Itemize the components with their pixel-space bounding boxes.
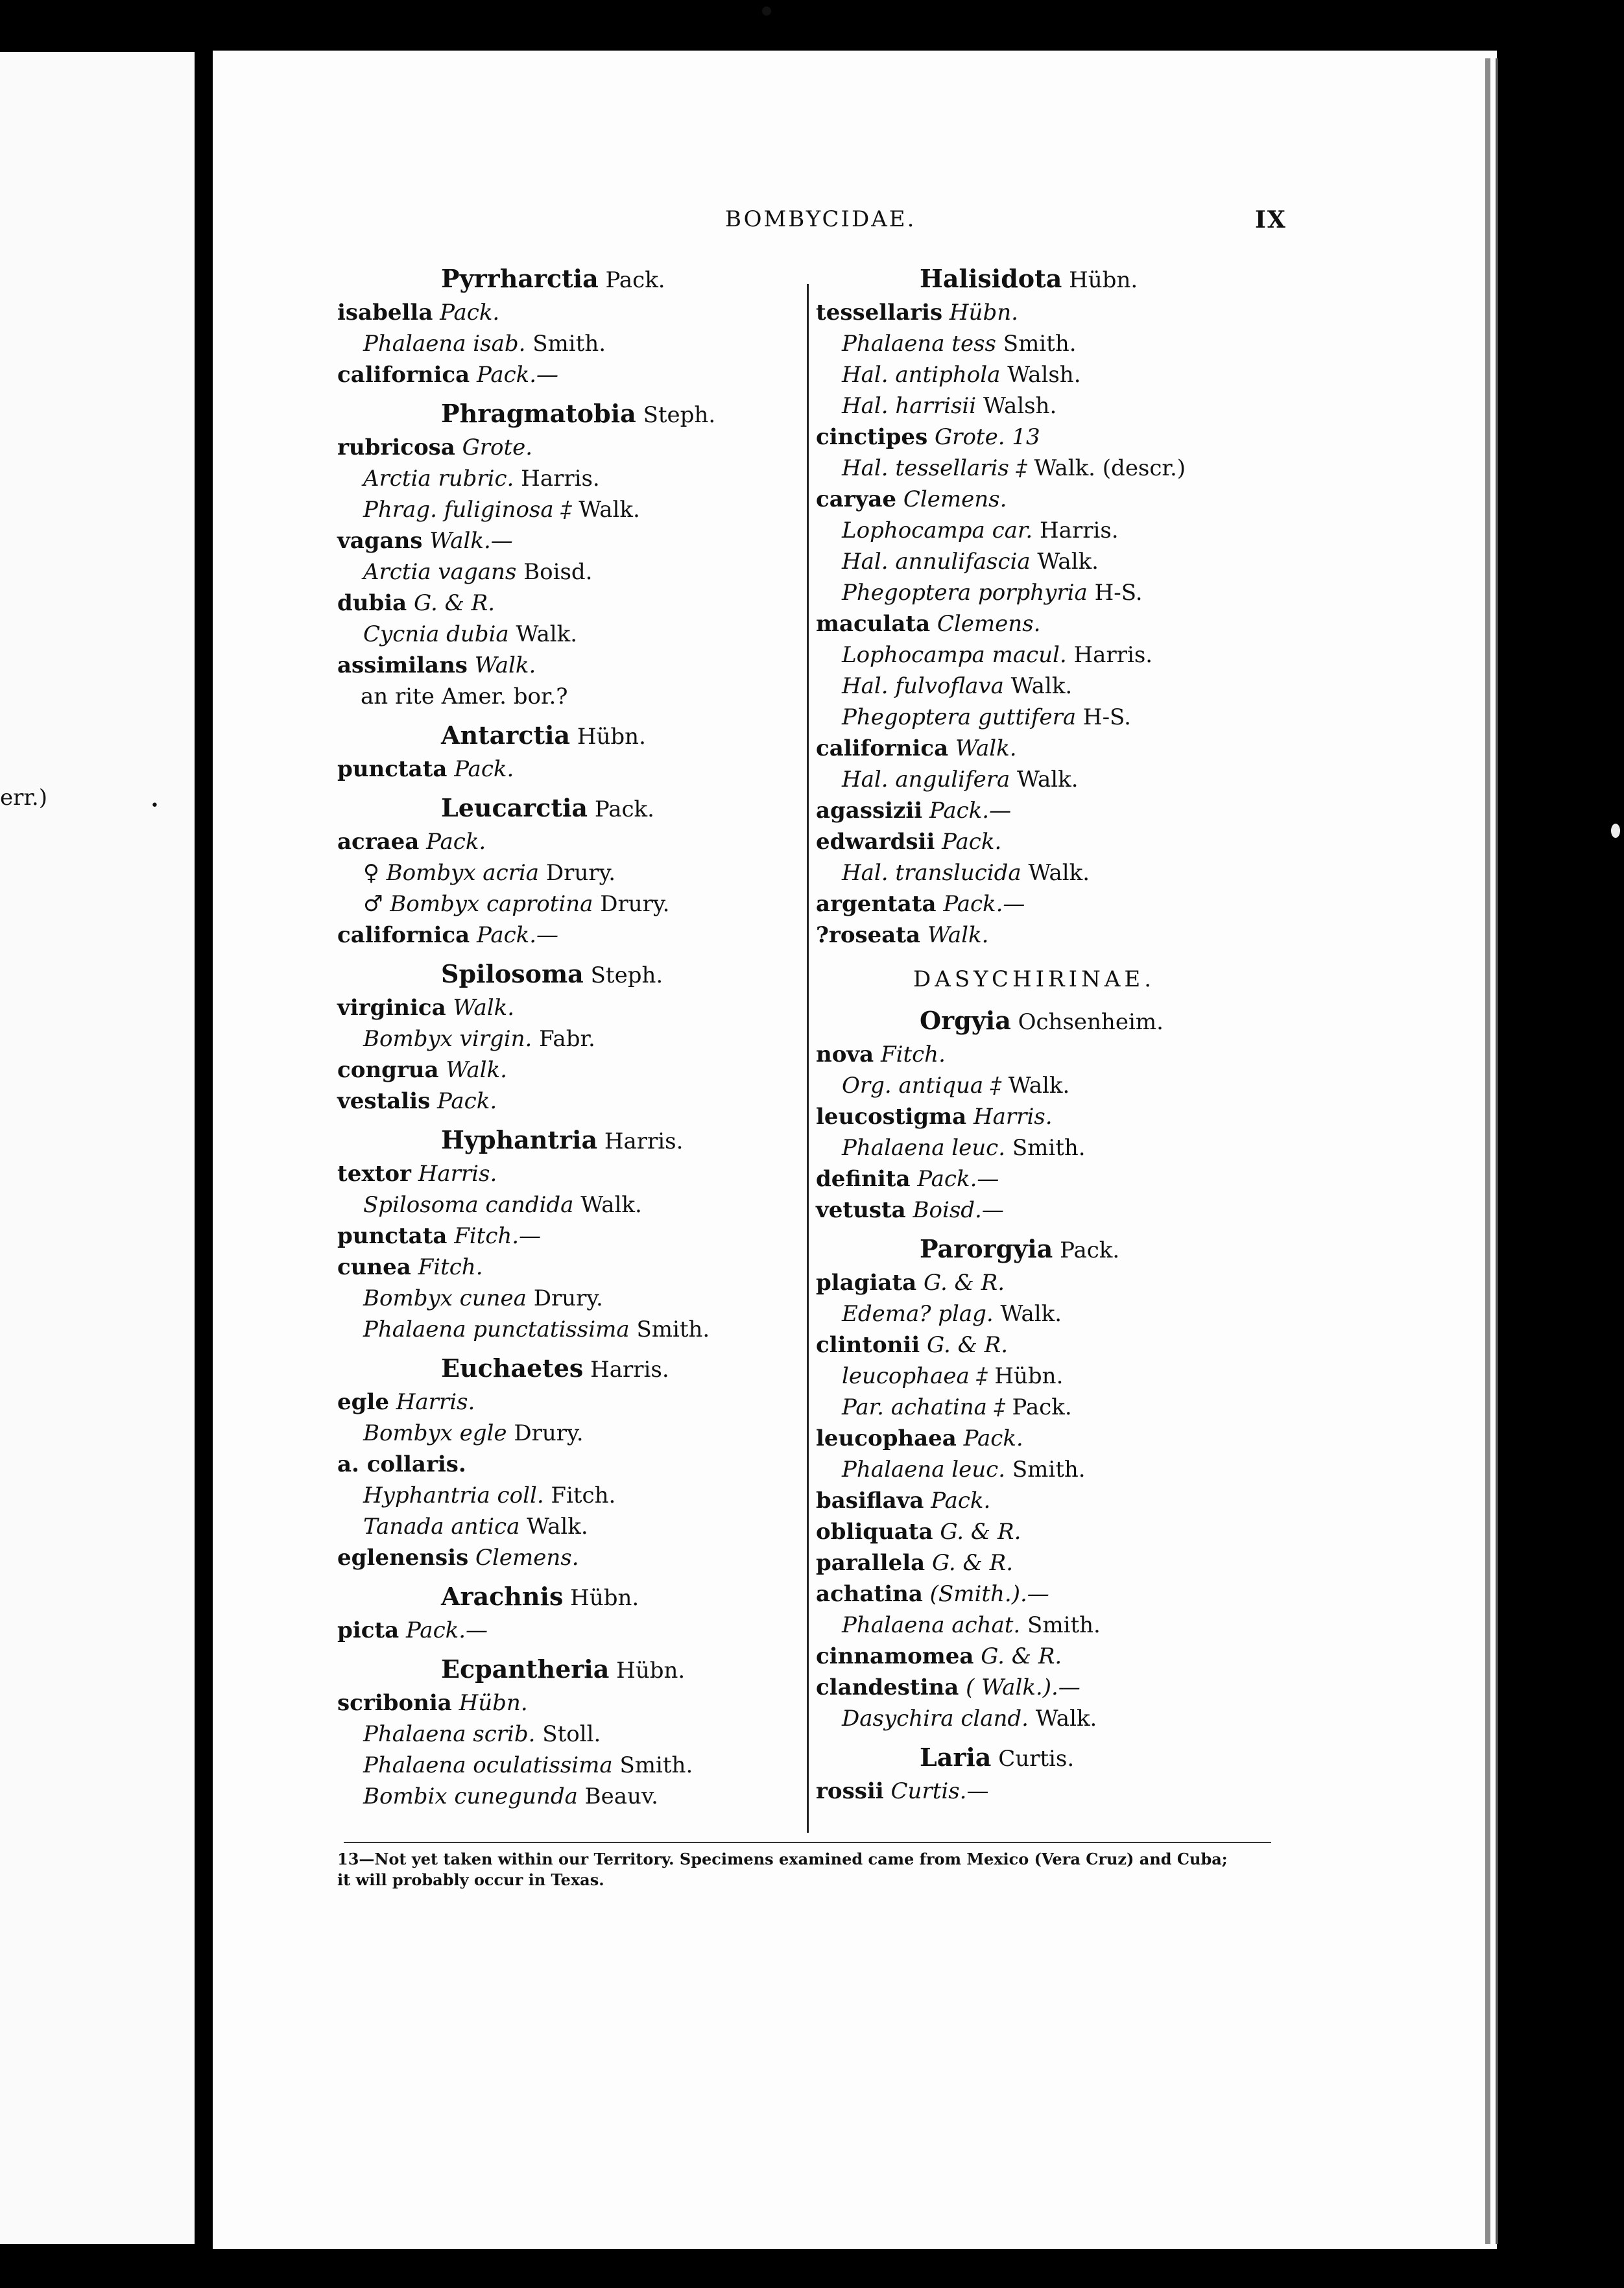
entry-name: edwardsii bbox=[816, 829, 935, 855]
entry-author: Pack. bbox=[924, 1488, 991, 1514]
entry-author: Smith. bbox=[1005, 1135, 1086, 1161]
entry-name: Pyrrharctia bbox=[441, 264, 599, 293]
species-entry bbox=[337, 590, 495, 616]
entry-name: Laria bbox=[920, 1743, 992, 1772]
synonym-entry bbox=[363, 1317, 710, 1342]
entry-name: dubia bbox=[337, 590, 407, 616]
entry-name: Phalaena isab. bbox=[363, 331, 526, 357]
synonym-entry bbox=[842, 393, 1057, 419]
footnote-rule bbox=[344, 1842, 1271, 1843]
entry-name: Bombyx egle bbox=[363, 1420, 507, 1446]
synonym-entry bbox=[363, 331, 606, 357]
species-entry bbox=[337, 652, 536, 678]
entry-name: Arctia vagans bbox=[363, 559, 517, 585]
entry-name: achatina bbox=[816, 1581, 923, 1607]
entry-author: Hübn. bbox=[570, 724, 646, 750]
genus-heading bbox=[441, 401, 715, 428]
synonym-entry bbox=[363, 1483, 615, 1508]
entry-author: Walk. bbox=[571, 497, 640, 523]
species-entry bbox=[816, 1643, 1062, 1669]
entry-author: Walk. bbox=[519, 1514, 588, 1540]
entry-author: Clemens. bbox=[896, 486, 1007, 512]
entry-name: cinctipes bbox=[816, 424, 928, 450]
scan-speck bbox=[762, 6, 771, 16]
entry-author: H-S. bbox=[1087, 580, 1143, 606]
entry-name: Phalaena leuc. bbox=[842, 1457, 1006, 1483]
entry-name: Phalaena leuc. bbox=[842, 1135, 1006, 1161]
species-entry bbox=[816, 922, 988, 948]
entry-name: californica bbox=[337, 922, 470, 948]
entry-name: Leucarctia bbox=[441, 793, 588, 822]
entry-author: Smith. bbox=[996, 331, 1077, 357]
entry-name: Hal. tessellaris ‡ bbox=[842, 455, 1027, 481]
entry-name: acraea bbox=[337, 829, 420, 855]
entry-author: Walk. bbox=[438, 1057, 507, 1083]
entry-author: Pack. bbox=[1053, 1237, 1120, 1263]
entry-name: egle bbox=[337, 1389, 389, 1415]
entry-author: Hübn. bbox=[609, 1658, 686, 1684]
entry-author: Hübn. bbox=[563, 1585, 639, 1611]
species-entry bbox=[816, 1425, 1023, 1451]
genus-heading bbox=[441, 1584, 639, 1611]
entry-author: (Smith.).— bbox=[922, 1581, 1049, 1607]
species-entry bbox=[816, 1042, 946, 1067]
entry-author: Grote. 13 bbox=[927, 424, 1040, 450]
genus-heading bbox=[920, 266, 1138, 293]
entry-author: Curtis.— bbox=[883, 1778, 989, 1804]
entry-name: Parorgyia bbox=[920, 1234, 1053, 1263]
entry-author: Smith. bbox=[1005, 1457, 1086, 1483]
entry-name: DASYCHIRINAE. bbox=[913, 966, 1156, 992]
entry-author: Pack. bbox=[430, 1088, 497, 1114]
entry-author: Curtis. bbox=[991, 1746, 1075, 1772]
synonym-entry bbox=[842, 1706, 1097, 1732]
entry-name: Bombyx virgin. bbox=[363, 1026, 532, 1052]
page-edge-shadow bbox=[1485, 58, 1490, 2244]
entry-author: Walk. bbox=[508, 621, 578, 647]
footnote-line-1: 13—Not yet taken within our Territory. Specimens examined came from Mexico (Vera Cruz) and Cuba; bbox=[337, 1850, 1228, 1868]
entry-name: agassizii bbox=[816, 798, 923, 824]
entry-name: assimilans bbox=[337, 652, 468, 678]
entry-name: Dasychira cland. bbox=[842, 1706, 1029, 1732]
genus-heading bbox=[920, 1008, 1164, 1035]
entry-author: Boisd.— bbox=[905, 1197, 1004, 1223]
species-entry bbox=[337, 995, 514, 1021]
species-entry bbox=[337, 1690, 528, 1716]
entry-author: H-S. bbox=[1076, 704, 1131, 730]
synonym-entry bbox=[363, 1721, 601, 1747]
entry-name: Hyphantria coll. bbox=[363, 1483, 544, 1508]
entry-author: Drury. bbox=[593, 891, 670, 917]
species-entry bbox=[337, 829, 486, 855]
entry-name: Phragmatobia bbox=[441, 399, 636, 428]
species-entry bbox=[337, 528, 513, 554]
entry-author: G. & R. bbox=[933, 1519, 1021, 1545]
species-entry bbox=[816, 1104, 1053, 1130]
entry-name: Orgyia bbox=[920, 1006, 1011, 1035]
species-entry bbox=[337, 1451, 466, 1477]
synonym-entry bbox=[842, 1394, 1072, 1420]
entry-author: Steph. bbox=[583, 962, 663, 988]
subfamily-heading bbox=[913, 966, 1155, 992]
running-title: BOMBYCIDAE. bbox=[725, 206, 916, 232]
species-entry bbox=[337, 1057, 507, 1083]
entry-name: Hal. translucida bbox=[842, 860, 1021, 886]
entry-author: Harris. bbox=[597, 1128, 684, 1154]
synonym-entry bbox=[363, 559, 593, 585]
entry-author: Fitch.— bbox=[447, 1223, 542, 1249]
species-entry bbox=[337, 1223, 541, 1249]
entry-author: G. & R. bbox=[925, 1550, 1014, 1576]
entry-name: Arachnis bbox=[441, 1582, 564, 1611]
entry-author: Harris. bbox=[966, 1104, 1053, 1130]
entry-name: leucostigma bbox=[816, 1104, 967, 1130]
entry-name: textor bbox=[337, 1161, 411, 1187]
entry-author: Pack. bbox=[419, 829, 486, 855]
entry-author: Walk. bbox=[446, 995, 515, 1021]
entry-author: Drury. bbox=[539, 860, 616, 886]
synonym-entry bbox=[842, 580, 1143, 606]
entry-name: ♀ Bombyx acria bbox=[363, 860, 540, 886]
entry-author: Walk. bbox=[920, 922, 989, 948]
entry-name: caryae bbox=[816, 486, 897, 512]
synonym-entry bbox=[363, 860, 615, 886]
entry-author: Walsh. bbox=[976, 393, 1057, 419]
scan-speck bbox=[1611, 824, 1620, 838]
entry-author: Smith. bbox=[525, 331, 606, 357]
species-entry bbox=[816, 424, 1040, 450]
genus-heading bbox=[441, 795, 654, 822]
entry-name: Cycnia dubia bbox=[363, 621, 509, 647]
entry-author: G. & R. bbox=[973, 1643, 1062, 1669]
entry-name: virginica bbox=[337, 995, 446, 1021]
entry-name: argentata bbox=[816, 891, 937, 917]
entry-author: Boisd. bbox=[516, 559, 593, 585]
species-entry bbox=[816, 1550, 1013, 1576]
entry-name: Phalaena achat. bbox=[842, 1612, 1021, 1638]
entry-author: Walsh. bbox=[1000, 362, 1081, 388]
entry-name: Hal. annulifascia bbox=[842, 549, 1031, 575]
genus-heading bbox=[441, 961, 663, 988]
species-entry bbox=[816, 798, 1011, 824]
species-entry bbox=[816, 1519, 1021, 1545]
entry-name: Phegoptera guttifera bbox=[842, 704, 1077, 730]
synonym-entry bbox=[363, 497, 640, 523]
entry-name: leucophaea ‡ bbox=[842, 1363, 988, 1389]
entry-name: clintonii bbox=[816, 1332, 920, 1358]
entry-author: Hübn. bbox=[1062, 267, 1138, 293]
entry-name: Bombix cunegunda bbox=[363, 1783, 578, 1809]
entry-author: Pack. bbox=[956, 1425, 1023, 1451]
entry-name: Phegoptera porphyria bbox=[842, 580, 1088, 606]
entry-name: Hal. angulifera bbox=[842, 767, 1010, 792]
synonym-entry bbox=[842, 455, 1186, 481]
entry-author: Pack. bbox=[598, 267, 665, 293]
entry-name: obliquata bbox=[816, 1519, 933, 1545]
synonym-entry bbox=[842, 1301, 1062, 1327]
synonym-entry bbox=[363, 891, 669, 917]
species-entry bbox=[816, 1581, 1049, 1607]
entry-name: californica bbox=[337, 362, 470, 388]
species-entry bbox=[816, 611, 1040, 637]
entry-author: G. & R. bbox=[920, 1332, 1009, 1358]
entry-name: Org. antiqua ‡ bbox=[842, 1073, 1001, 1099]
entry-name: vestalis bbox=[337, 1088, 431, 1114]
entry-name: Hyphantria bbox=[441, 1125, 598, 1154]
entry-name: punctata bbox=[337, 1223, 448, 1249]
entry-author: Walk. bbox=[1010, 767, 1079, 792]
entry-name: Halisidota bbox=[920, 264, 1062, 293]
entry-name: Tanada antica bbox=[363, 1514, 520, 1540]
entry-name: Phrag. fuliginosa ‡ bbox=[363, 497, 572, 523]
left-page-dot: • bbox=[150, 798, 159, 814]
entry-author: Harris. bbox=[1033, 518, 1119, 543]
species-entry bbox=[337, 300, 499, 326]
entry-author: Hübn. bbox=[987, 1363, 1064, 1389]
entry-author: Harris. bbox=[388, 1389, 475, 1415]
entry-author: Walk. bbox=[1001, 1073, 1070, 1099]
entry-name: Phalaena scrib. bbox=[363, 1721, 536, 1747]
species-entry bbox=[816, 1270, 1005, 1296]
species-entry bbox=[337, 435, 532, 460]
synonym-entry bbox=[363, 1420, 584, 1446]
synonym-entry bbox=[842, 1612, 1101, 1638]
entry-name: nova bbox=[816, 1042, 874, 1067]
entry-name: maculata bbox=[816, 611, 931, 637]
entry-name: Phalaena punctatissima bbox=[363, 1317, 630, 1342]
synonym-entry bbox=[363, 621, 577, 647]
entry-name: Bombyx cunea bbox=[363, 1285, 527, 1311]
entry-name: Euchaetes bbox=[441, 1353, 584, 1383]
entry-author: Smith. bbox=[629, 1317, 710, 1342]
entry-author: Steph. bbox=[636, 402, 716, 428]
entry-name: congrua bbox=[337, 1057, 439, 1083]
entry-author: Walk. bbox=[1021, 860, 1090, 886]
entry-author: Hübn. bbox=[451, 1690, 528, 1716]
entry-name: ♂ Bombyx caprotina bbox=[363, 891, 593, 917]
entry-author: Pack. bbox=[433, 300, 500, 326]
entry-author: Smith. bbox=[1020, 1612, 1101, 1638]
synonym-entry bbox=[363, 1783, 658, 1809]
entry-author: G. & R. bbox=[407, 590, 496, 616]
page-number: IX bbox=[1255, 206, 1287, 233]
genus-heading bbox=[441, 1656, 685, 1684]
species-entry bbox=[816, 1332, 1008, 1358]
synonym-entry bbox=[842, 704, 1131, 730]
entry-author: Smith. bbox=[612, 1752, 693, 1778]
entry-name: vagans bbox=[337, 528, 423, 554]
entry-author: Walk. bbox=[948, 735, 1017, 761]
entry-name: rubricosa bbox=[337, 435, 455, 460]
species-entry bbox=[337, 922, 558, 948]
entry-author: Drury. bbox=[526, 1285, 603, 1311]
entry-name: picta bbox=[337, 1617, 400, 1643]
entry-author: Walk. bbox=[1030, 549, 1099, 575]
entry-author: Walk. bbox=[573, 1192, 642, 1218]
entry-author: Harris. bbox=[583, 1357, 669, 1383]
entry-name: Hal. harrisii bbox=[842, 393, 977, 419]
entry-author: Fitch. bbox=[411, 1254, 483, 1280]
entry-name: Edema? plag. bbox=[842, 1301, 994, 1327]
column-divider bbox=[807, 284, 809, 1833]
species-entry bbox=[337, 1161, 497, 1187]
species-entry bbox=[337, 1545, 579, 1571]
entry-author: Ochsenheim. bbox=[1010, 1009, 1164, 1035]
species-entry bbox=[337, 756, 514, 782]
entry-author: G. & R. bbox=[916, 1270, 1005, 1296]
species-entry bbox=[816, 1488, 990, 1514]
entry-author: Pack.— bbox=[922, 798, 1012, 824]
entry-name: isabella bbox=[337, 300, 433, 326]
synonym-entry bbox=[842, 673, 1072, 699]
species-entry bbox=[816, 1166, 999, 1192]
species-entry bbox=[337, 1088, 497, 1114]
entry-name: basiflava bbox=[816, 1488, 924, 1514]
genus-heading bbox=[441, 1355, 669, 1383]
entry-author: Fitch. bbox=[543, 1483, 616, 1508]
genus-heading bbox=[441, 722, 646, 750]
note-entry bbox=[361, 684, 568, 709]
entry-name: parallela bbox=[816, 1550, 925, 1576]
entry-name: Lophocampa car. bbox=[842, 518, 1033, 543]
genus-heading bbox=[441, 266, 665, 293]
genus-heading bbox=[441, 1127, 683, 1154]
entry-name: Hal. fulvoflava bbox=[842, 673, 1004, 699]
left-page-edge bbox=[0, 52, 195, 2244]
entry-name: cinnamomea bbox=[816, 1643, 974, 1669]
synonym-entry bbox=[842, 767, 1079, 792]
page-edge-shadow bbox=[1496, 58, 1498, 2244]
entry-name: clandestina bbox=[816, 1674, 959, 1700]
entry-author: Walk. bbox=[1029, 1706, 1097, 1732]
species-entry bbox=[816, 486, 1007, 512]
entry-name: punctata bbox=[337, 756, 448, 782]
entry-name: Spilosoma candida bbox=[363, 1192, 574, 1218]
species-entry bbox=[337, 362, 558, 388]
entry-author: Walk. bbox=[467, 652, 536, 678]
entry-author: Pack. bbox=[447, 756, 514, 782]
synonym-entry bbox=[842, 1457, 1086, 1483]
synonym-entry bbox=[842, 331, 1077, 357]
entry-author: Grote. bbox=[455, 435, 533, 460]
entry-author: Harris. bbox=[1066, 642, 1153, 668]
entry-name: tessellaris bbox=[816, 300, 943, 326]
entry-name: Lophocampa macul. bbox=[842, 642, 1067, 668]
entry-author: Pack. bbox=[935, 829, 1002, 855]
entry-name: Spilosoma bbox=[441, 959, 584, 988]
entry-author: Drury. bbox=[507, 1420, 584, 1446]
entry-name: californica bbox=[816, 735, 949, 761]
entry-name: plagiata bbox=[816, 1270, 917, 1296]
entry-name: definita bbox=[816, 1166, 911, 1192]
entry-author: Harris. bbox=[514, 466, 600, 492]
entry-name: eglenensis bbox=[337, 1545, 469, 1571]
synonym-entry bbox=[363, 1752, 693, 1778]
entry-name: Antarctia bbox=[441, 721, 571, 750]
entry-author: Walk. bbox=[993, 1301, 1062, 1327]
synonym-entry bbox=[363, 1192, 642, 1218]
entry-author: ( Walk.).— bbox=[959, 1674, 1081, 1700]
entry-name: leucophaea bbox=[816, 1425, 957, 1451]
entry-name: cunea bbox=[337, 1254, 411, 1280]
synonym-entry bbox=[842, 860, 1090, 886]
entry-author: Hübn. bbox=[942, 300, 1018, 326]
entry-name: rossii bbox=[816, 1778, 884, 1804]
entry-author: Walk. (descr.) bbox=[1027, 455, 1186, 481]
entry-name: Ecpantheria bbox=[441, 1654, 610, 1684]
species-entry bbox=[337, 1254, 483, 1280]
species-entry bbox=[816, 300, 1018, 326]
synonym-entry bbox=[363, 1514, 588, 1540]
entry-author: Pack. bbox=[1005, 1394, 1072, 1420]
entry-author: Beauv. bbox=[577, 1783, 658, 1809]
entry-author: Clemens. bbox=[930, 611, 1041, 637]
synonym-entry bbox=[842, 518, 1119, 543]
genus-heading bbox=[920, 1236, 1119, 1263]
entry-author: Fitch. bbox=[874, 1042, 946, 1067]
entry-name: Phalaena tess bbox=[842, 331, 996, 357]
synonym-entry bbox=[842, 362, 1081, 388]
entry-author: Pack.— bbox=[910, 1166, 999, 1192]
synonym-entry bbox=[363, 466, 600, 492]
entry-name: Hal. antiphola bbox=[842, 362, 1001, 388]
entry-author: Pack.— bbox=[936, 891, 1025, 917]
entry-name: scribonia bbox=[337, 1690, 452, 1716]
entry-name: Par. achatina ‡ bbox=[842, 1394, 1005, 1420]
synonym-entry bbox=[842, 549, 1099, 575]
species-entry bbox=[816, 1778, 988, 1804]
entry-name: ?roseata bbox=[816, 922, 921, 948]
synonym-entry bbox=[842, 1135, 1086, 1161]
entry-author: Pack.— bbox=[399, 1617, 488, 1643]
entry-author: Pack. bbox=[588, 796, 654, 822]
entry-author: Walk.— bbox=[422, 528, 513, 554]
synonym-entry bbox=[842, 1073, 1069, 1099]
entry-name: a. collaris. bbox=[337, 1451, 466, 1477]
entry-name: vetusta bbox=[816, 1197, 906, 1223]
synonym-entry bbox=[842, 1363, 1063, 1389]
genus-heading bbox=[920, 1745, 1074, 1772]
entry-author: Harris. bbox=[411, 1161, 497, 1187]
species-entry bbox=[816, 1674, 1081, 1700]
entry-name: an rite Amer. bor.? bbox=[361, 684, 568, 709]
left-page-fragment: err.) bbox=[0, 785, 47, 811]
footnote-line-2: it will probably occur in Texas. bbox=[337, 1870, 604, 1889]
synonym-entry bbox=[363, 1026, 595, 1052]
entry-author: Stoll. bbox=[535, 1721, 601, 1747]
entry-author: Walk. bbox=[1003, 673, 1073, 699]
synonym-entry bbox=[363, 1285, 603, 1311]
species-entry bbox=[816, 735, 1017, 761]
species-entry bbox=[816, 1197, 1004, 1223]
species-entry bbox=[337, 1389, 475, 1415]
entry-author: Pack.— bbox=[470, 922, 559, 948]
entry-author: Clemens. bbox=[468, 1545, 579, 1571]
entry-author: Pack.— bbox=[470, 362, 559, 388]
synonym-entry bbox=[842, 642, 1152, 668]
entry-author: Fabr. bbox=[532, 1026, 595, 1052]
species-entry bbox=[816, 891, 1025, 917]
entry-name: Phalaena oculatissima bbox=[363, 1752, 613, 1778]
species-entry bbox=[337, 1617, 488, 1643]
species-entry bbox=[816, 829, 1001, 855]
entry-name: Arctia rubric. bbox=[363, 466, 514, 492]
